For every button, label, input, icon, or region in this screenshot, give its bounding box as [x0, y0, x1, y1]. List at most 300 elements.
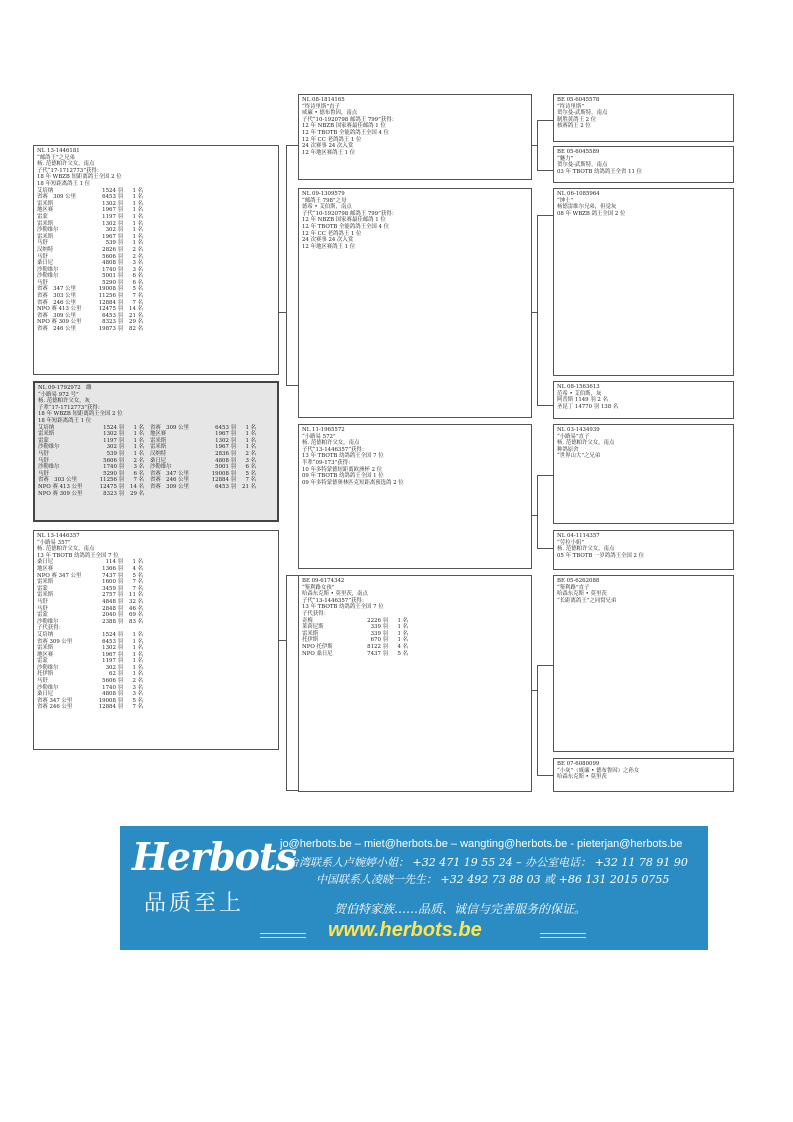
pedigree-line: 子代“13-1446357”获得：	[302, 446, 368, 453]
race-birds: 12884 羽	[211, 477, 236, 484]
pedigree-box-sire	[298, 94, 532, 180]
race-result	[37, 619, 275, 626]
race-place: 沙勒维尔	[38, 464, 60, 471]
pedigree-box-dam	[298, 424, 532, 569]
race-place: 马舒	[37, 678, 48, 685]
race-rank: 1 名	[132, 194, 143, 201]
pedigree-line: 杨. 范德帕许父女，南点	[37, 546, 95, 553]
race-rank: 1 名	[132, 233, 143, 240]
pedigree-line: “小路易 972 号”	[38, 391, 79, 398]
race-place: NPO 赛 413 公里	[38, 483, 83, 490]
race-place: 莱茵尼斯	[302, 624, 324, 631]
race-place: 马舒	[37, 240, 48, 247]
race-birds: 5606 羽	[102, 678, 123, 685]
race-result	[37, 652, 275, 659]
race-place: 省赛 303 公里	[37, 293, 76, 300]
race-result	[37, 293, 275, 300]
pedigree-line: 贺尔曼-武斯特，南点	[557, 162, 608, 169]
race-result	[37, 207, 275, 214]
race-result	[37, 691, 275, 698]
race-place: 桑日尼	[150, 457, 167, 464]
race-rank: 1 名	[397, 637, 408, 644]
race-rank: 29 名	[129, 319, 143, 326]
race-result	[38, 484, 144, 491]
race-rank: 3 名	[133, 464, 144, 471]
pedigree-line: BE 05-6045578	[557, 97, 600, 103]
race-result	[302, 618, 528, 625]
pedigree-box-sire-brother	[33, 145, 279, 375]
race-birds: 302 羽	[106, 444, 124, 451]
race-rank: 1 名	[132, 227, 143, 234]
race-birds: 19873 羽	[98, 326, 123, 333]
race-result	[37, 227, 275, 234]
race-result	[37, 559, 275, 566]
race-place: 桑日尼	[37, 691, 54, 698]
pedigree-box-dam-of-sire	[298, 188, 532, 418]
race-place: 地区赛	[37, 207, 54, 214]
pedigree-line: 杨德雷维尔兄弟，但觉灰	[557, 204, 617, 211]
race-result	[37, 599, 275, 606]
race-result	[302, 651, 528, 658]
race-result	[37, 704, 275, 711]
pedigree-line: “鉴利路女孩”	[302, 584, 335, 591]
race-result	[37, 586, 275, 593]
race-rank: 11 名	[129, 592, 143, 599]
race-rank: 1 名	[132, 200, 143, 207]
race-rank: 1 名	[397, 624, 408, 631]
race-birds: 5606 羽	[103, 457, 124, 464]
race-birds: 1524 羽	[102, 187, 123, 194]
results-columns	[38, 425, 274, 498]
pedigree-box-dam-dam	[298, 575, 532, 792]
pedigree-line: 贺尔曼-武斯特，南点	[557, 110, 608, 117]
contact-emails[interactable]: jo@herbots.be – miet@herbots.be – wangting@herbots.be - pieterjan@herbots.be	[280, 838, 683, 850]
race-birds: 2836 羽	[215, 450, 236, 457]
connector	[537, 215, 553, 216]
race-birds: 302 羽	[105, 664, 123, 671]
pedigree-line: BE 05-6262088	[557, 578, 600, 584]
race-place: 雷米斯	[38, 431, 55, 438]
race-rank: 3 名	[132, 691, 143, 698]
race-result	[37, 267, 275, 274]
connector	[286, 145, 287, 385]
pedigree-line: NL 11-1965572	[302, 427, 345, 433]
race-rank: 1 名	[132, 651, 143, 658]
race-result	[37, 592, 275, 599]
race-place: 地区赛	[37, 565, 54, 572]
pedigree-box-dam-brother	[33, 530, 279, 750]
pedigree-line: 12 年 TBOTB 全能鸽鸽王全国 4 位	[302, 223, 390, 230]
race-birds: 4808 羽	[102, 260, 123, 267]
connector	[286, 575, 298, 576]
pedigree-line: 核赛鸽王 2 位	[557, 123, 591, 130]
race-place: 地区赛	[150, 431, 167, 438]
race-rank: 3 名	[132, 260, 143, 267]
race-result	[37, 201, 275, 208]
race-place: 沙勒维尔	[38, 444, 60, 451]
race-rank: 83 名	[129, 618, 143, 625]
race-result	[150, 464, 256, 471]
race-rank: 5 名	[132, 572, 143, 579]
contact-china: 中国联系人凌晓一先生： +32 492 73 88 03 或 +86 131 2015 0755	[316, 873, 670, 886]
race-birds: 1524 羽	[102, 631, 123, 638]
race-rank: 21 名	[129, 312, 143, 319]
pedigree-line: 24 次赛事 24 次入赏	[302, 143, 354, 150]
pedigree-line: “绅士”	[557, 197, 574, 204]
race-birds: 1740 羽	[103, 464, 124, 471]
race-result	[37, 645, 275, 652]
race-birds: 1302 羽	[215, 437, 236, 444]
race-birds: 12475 羽	[99, 483, 124, 490]
race-place: 雷米斯	[37, 645, 54, 652]
race-place: 省赛 347 公里	[37, 697, 73, 704]
race-rank: 2 名	[132, 246, 143, 253]
race-rank: 32 名	[129, 598, 143, 605]
race-rank: 2 名	[245, 450, 256, 457]
contact-taiwan: 台湾联系人卢婉婷小姐： +32 471 19 55 24 – 办公室电话： +32 11 78 91 90	[288, 856, 688, 869]
race-rank: 46 名	[129, 605, 143, 612]
race-birds: 1524 羽	[103, 424, 124, 431]
connector	[537, 120, 553, 121]
race-result	[302, 637, 528, 644]
race-rank: 6 名	[132, 279, 143, 286]
race-result	[37, 671, 275, 678]
race-rank: 1 名	[397, 630, 408, 637]
race-rank: 1 名	[245, 424, 256, 431]
pedigree-line: 24 次赛事 24 次入赏	[302, 237, 354, 244]
race-birds: 1967 羽	[102, 207, 123, 214]
promise-text: 贺伯特家族……品质、诚信与完善服务的保证。	[334, 902, 587, 916]
race-place: 沙勒维尔	[37, 664, 59, 671]
race-result	[37, 612, 275, 619]
race-place: 省赛 347 公里	[150, 470, 189, 477]
pedigree-box-gg5	[553, 424, 734, 524]
pedigree-line: 12 年 CC 老鸽鸽王 1 位	[302, 136, 362, 143]
race-place: 省赛 309 公里	[150, 483, 189, 490]
pedigree-line: 子代“10-1920798 邮鸽王 799”获得：	[302, 210, 398, 217]
race-place: 艾培纳	[37, 631, 54, 638]
race-birds: 4848 羽	[102, 598, 123, 605]
connector	[532, 690, 538, 691]
pedigree-line: 子代获得：	[37, 625, 64, 632]
race-birds: 7437 羽	[367, 650, 388, 657]
race-birds: 2757 羽	[102, 592, 123, 599]
race-rank: 3 名	[245, 457, 256, 464]
race-result	[37, 632, 275, 639]
race-birds: 62 羽	[109, 671, 123, 678]
pedigree-line: “劳拉小姐”	[557, 539, 585, 546]
race-result	[38, 477, 144, 484]
pedigree-line: 12 年 CC 老鸽鸽王 1 位	[302, 230, 362, 237]
race-result	[37, 326, 275, 333]
race-place: 沙勒维尔	[37, 266, 59, 273]
pedigree-line: 子代“13-1446357”获得：	[302, 597, 368, 604]
race-birds: 114 羽	[105, 559, 123, 566]
pedigree-line: NL 09-1309579	[302, 191, 345, 197]
race-place: NPO 赛 413 公里	[37, 306, 82, 313]
race-rank: 1 名	[132, 240, 143, 247]
race-birds: 6453 羽	[102, 638, 123, 645]
race-birds: 2040 羽	[102, 612, 123, 619]
race-place: 马舒	[38, 470, 49, 477]
race-birds: 1967 羽	[102, 651, 123, 658]
connector	[537, 405, 553, 406]
pedigree-line: “终诗里斯”直子	[302, 103, 340, 110]
race-place: 艾培纳	[38, 424, 55, 431]
race-result	[37, 566, 275, 573]
race-birds: 6453 羽	[215, 483, 236, 490]
race-rank: 6 名	[132, 273, 143, 280]
pedigree-line: 杨. 范德帕许父女，南点	[37, 161, 95, 168]
race-rank: 6 名	[245, 464, 256, 471]
pedigree-line: 哈森东克斯 • 莫里茨	[557, 774, 607, 781]
race-result	[37, 260, 275, 267]
race-place: 雷蒙	[37, 612, 48, 619]
connector	[286, 575, 287, 790]
race-result	[150, 451, 256, 458]
website-link[interactable]: www.herbots.be	[328, 919, 482, 941]
race-result	[37, 221, 275, 228]
race-result	[302, 631, 528, 638]
race-result	[37, 273, 275, 280]
race-place: 沙勒维尔	[37, 273, 59, 280]
pedigree-box-subject	[33, 381, 279, 522]
race-birds: 5001 羽	[215, 464, 236, 471]
pedigree-line: 12 年 NBZB 国家赛最佳邮鸽 1 位	[302, 217, 386, 224]
race-result	[37, 698, 275, 705]
race-rank: 1 名	[132, 645, 143, 652]
race-result	[37, 678, 275, 685]
connector	[537, 548, 553, 549]
race-birds: 5290 羽	[103, 470, 124, 477]
race-place: 奇梅	[302, 617, 313, 624]
pedigree-line: 圣昆丁 14770 羽 138 名	[557, 403, 619, 410]
pedigree-box-gg8	[553, 758, 734, 792]
race-birds: 1967 羽	[215, 444, 236, 451]
race-rank: 1 名	[132, 638, 143, 645]
race-result	[37, 685, 275, 692]
race-result	[37, 306, 275, 313]
race-birds: 1366 羽	[102, 565, 123, 572]
pedigree-box-gg7	[553, 575, 734, 752]
race-rank: 4 名	[132, 565, 143, 572]
race-birds: 6453 羽	[102, 312, 123, 319]
race-birds: 2826 羽	[102, 246, 123, 253]
race-rank: 1 名	[132, 559, 143, 566]
race-birds: 12884 羽	[98, 299, 123, 306]
race-place: 马舒	[37, 253, 48, 260]
race-rank: 1 名	[132, 671, 143, 678]
race-birds: 1600 羽	[102, 579, 123, 586]
race-rank: 3 名	[132, 266, 143, 273]
pedigree-line: “魅力”	[557, 155, 574, 162]
results-col-left	[38, 425, 144, 498]
pedigree-line: 12 年 NBZB 国家赛最佳邮鸽 1 位	[302, 123, 386, 130]
race-rank: 69 名	[129, 612, 143, 619]
race-place: 雷米斯	[37, 592, 54, 599]
race-place: NPO 桑日尼	[302, 650, 333, 657]
race-birds: 5001 羽	[102, 273, 123, 280]
race-birds: 19008 羽	[211, 470, 236, 477]
race-rank: 14 名	[129, 306, 143, 313]
race-place: 托伊斯	[37, 671, 54, 678]
race-birds: 1302 羽	[102, 645, 123, 652]
race-birds: 11256 羽	[98, 293, 123, 300]
race-birds: 8122 羽	[367, 643, 388, 650]
race-place: 省赛 309 公里	[37, 638, 73, 645]
race-place: 马舒	[37, 279, 48, 286]
race-result	[302, 644, 528, 651]
race-rank: 2 名	[132, 678, 143, 685]
race-birds: 1197 羽	[102, 213, 123, 220]
race-place: 雷米斯	[37, 220, 54, 227]
connector	[286, 145, 298, 146]
race-rank: 5 名	[132, 697, 143, 704]
race-result	[37, 254, 275, 261]
race-place: 省赛 309 公里	[37, 194, 76, 201]
pedigree-line: 18 年 WBZB 短距离鸽王全国 2 位	[37, 174, 122, 181]
connector	[286, 385, 298, 386]
race-rank: 1 名	[133, 450, 144, 457]
pedigree-line: “鉴利路”直子	[557, 584, 590, 591]
pedigree-line: 子代“17-1712773”获得：	[37, 167, 103, 174]
pedigree-line: “长距离鸽王”之同窝兄弟	[557, 597, 617, 604]
race-result	[38, 444, 144, 451]
race-birds: 12475 羽	[98, 306, 123, 313]
race-birds: 6453 羽	[215, 424, 236, 431]
race-rank: 2 名	[132, 253, 143, 260]
race-place: 省赛 309 公里	[150, 424, 189, 431]
pedigree-line: 德希 • 艾伯斯，南点	[302, 204, 352, 211]
pedigree-line: 子代获得：	[302, 610, 329, 617]
pedigree-line: BE 07-6080099	[557, 761, 600, 767]
race-result	[37, 579, 275, 586]
race-birds: 4808 羽	[102, 691, 123, 698]
race-result	[37, 639, 275, 646]
race-place: 省赛 246 公里	[37, 326, 76, 333]
race-rank: 1 名	[245, 431, 256, 438]
connector	[537, 170, 553, 171]
race-birds: 1197 羽	[103, 437, 124, 444]
pedigree-line: 12 年地区赛鸽王 1 位	[302, 149, 356, 156]
race-birds: 5606 羽	[102, 253, 123, 260]
race-rank: 4 名	[397, 643, 408, 650]
race-place: 沙勒维尔	[37, 618, 59, 625]
race-birds: 1740 羽	[102, 684, 123, 691]
race-rank: 1 名	[132, 658, 143, 665]
race-rank: 1 名	[132, 213, 143, 220]
pedigree-line: 子代“10-1920798 邮鸽王 799”获得：	[302, 116, 398, 123]
pedigree-line: BE 09-6174342	[302, 578, 345, 584]
pedigree-line: “小路易 572”	[302, 433, 336, 440]
race-place: NPO 托伊斯	[302, 643, 333, 650]
race-birds: 7437 羽	[102, 572, 123, 579]
race-birds: 302 羽	[105, 227, 123, 234]
race-rank: 29 名	[130, 490, 144, 497]
race-result	[37, 573, 275, 580]
race-rank: 1 名	[245, 444, 256, 451]
race-rank: 7 名	[132, 299, 143, 306]
connector	[537, 665, 538, 775]
pedigree-line: NL 08-1563613	[557, 384, 600, 390]
pedigree-line: “小路易 357”	[37, 539, 71, 546]
pedigree-line: NL 13-1446357	[37, 533, 80, 539]
race-rank: 1 名	[133, 444, 144, 451]
race-place: 马舒	[38, 450, 49, 457]
race-birds: 8323 羽	[103, 490, 124, 497]
pedigree-line: “邮鸽王 798”之母	[302, 197, 347, 204]
race-rank: 1 名	[133, 431, 144, 438]
race-rank: 7 名	[132, 579, 143, 586]
race-result	[38, 464, 144, 471]
race-birds: 1967 羽	[215, 431, 236, 438]
race-place: 雷蒙	[38, 437, 49, 444]
race-rank: 1 名	[132, 207, 143, 214]
pedigree-box-gg4	[553, 381, 734, 419]
race-result	[37, 658, 275, 665]
connector	[537, 775, 553, 776]
race-result	[38, 491, 144, 498]
connector	[537, 215, 538, 405]
race-place: 雷蒙	[37, 213, 48, 220]
race-birds: 1197 羽	[102, 658, 123, 665]
pedigree-line: 杨. 范德帕许父女，南点	[557, 440, 615, 447]
pedigree-line: 10 年多特蒙德短距离欧洲杯 2 位	[302, 466, 383, 473]
pedigree-line: 18 年短距离鸽王 1 位	[38, 417, 92, 424]
pedigree-line: 09 年 TBOTB 幼鸽鸽王全国 1 位	[302, 473, 384, 480]
race-place: 沙勒维尔	[150, 464, 172, 471]
race-birds: 4808 羽	[215, 457, 236, 464]
race-rank: 5 名	[245, 470, 256, 477]
race-result	[37, 234, 275, 241]
pedigree-line: 09 年多特蒙德奥林匹克短距离预选鸽 2 位	[302, 479, 404, 486]
race-birds: 670 羽	[370, 637, 388, 644]
race-rank: 7 名	[132, 293, 143, 300]
pedigree-line: 08 年 WBZB 鸽王全国 2 位	[557, 210, 626, 217]
race-rank: 7 名	[132, 704, 143, 711]
pedigree-line: NL 03-1434939	[557, 427, 600, 433]
pedigree-line: 杨. 范德帕许父女，灰	[38, 398, 90, 405]
brand-logo: Herbots	[132, 834, 296, 879]
pedigree-line: 半辈“09-173”获得：	[302, 459, 354, 466]
race-birds: 6453 羽	[102, 194, 123, 201]
race-place: 省赛 246 公里	[150, 477, 189, 484]
race-birds: 539 羽	[105, 240, 123, 247]
race-birds: 539 羽	[106, 450, 124, 457]
race-place: 桑日尼	[37, 260, 54, 267]
race-place: 省赛 246 公里	[37, 299, 76, 306]
pedigree-box-gg3	[553, 188, 734, 376]
race-birds: 339 羽	[370, 624, 388, 631]
pedigree-line: 范希 • 艾伯斯，灰	[557, 390, 602, 397]
race-birds: 2848 羽	[102, 605, 123, 612]
race-place: 省赛 303 公里	[38, 477, 77, 484]
pedigree-line: NL 13-1446181	[37, 148, 80, 154]
pedigree-line: “终诗里斯”	[557, 103, 585, 110]
race-rank: 82 名	[129, 326, 143, 333]
race-result	[37, 606, 275, 613]
race-birds: 11256 羽	[99, 477, 124, 484]
race-birds: 19008 羽	[98, 697, 123, 704]
pedigree-line: 12 年 TBOTB 全能鸽鸽王全国 4 位	[302, 129, 390, 136]
pedigree-line: 制胜黄鸽王 2 位	[557, 116, 597, 123]
pedigree-line: NL 08-1814165	[302, 97, 345, 103]
race-birds: 3459 羽	[102, 585, 123, 592]
pedigree-line: “世界山大”之兄弟	[557, 453, 601, 460]
race-rank: 7 名	[245, 477, 256, 484]
pedigree-line: NL 09-1792972 雌	[38, 385, 92, 391]
results-col-right	[150, 425, 256, 498]
